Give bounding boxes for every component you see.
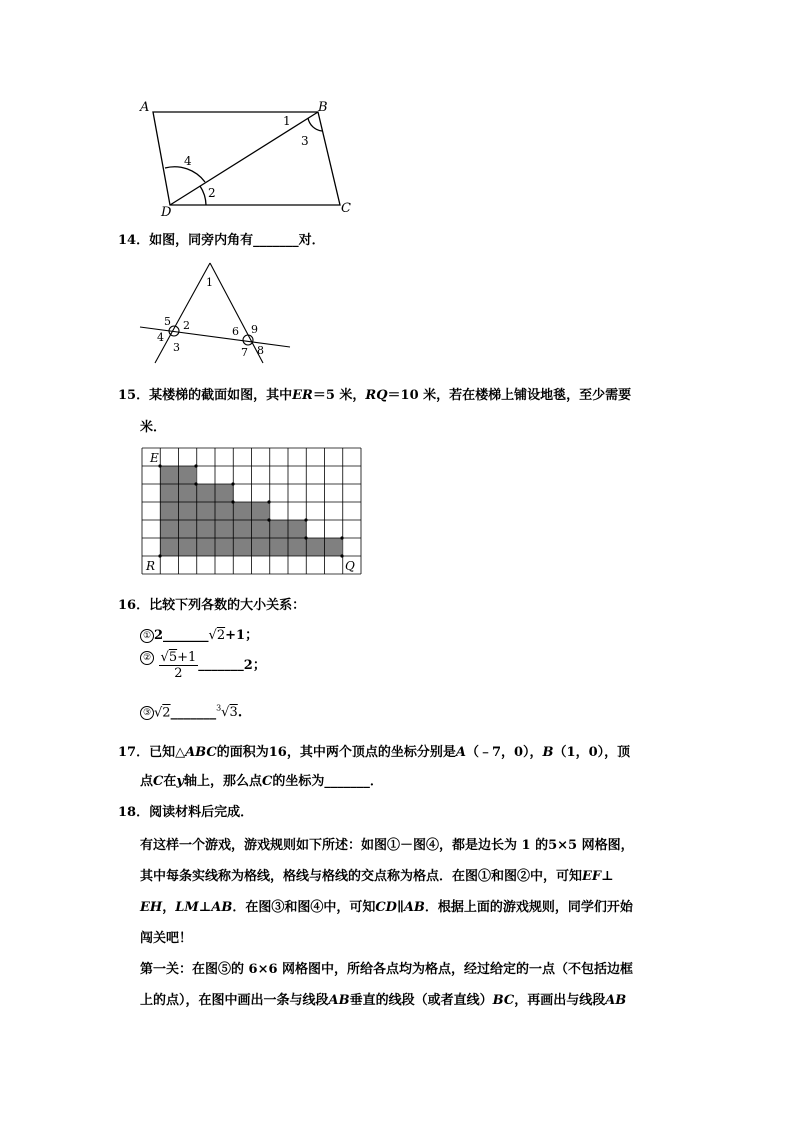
q18-paragraph-line-6 (140, 989, 626, 1008)
item-marker: ③ (140, 706, 154, 720)
segment-ab: AB (403, 900, 425, 915)
label-r: R (146, 559, 156, 573)
numerator: √5+1 (160, 650, 197, 665)
staircase-shape (160, 466, 342, 556)
item-marker: ① (140, 629, 154, 643)
question-text: 点 (140, 774, 154, 789)
angle-label-8: 8 (257, 344, 264, 357)
denominator: 2 (174, 666, 183, 681)
paragraph-text: ．根据上面的游戏规则，同学们开始 (424, 900, 633, 915)
paragraph-text: 垂直的线段（或者直线） (349, 993, 493, 1008)
item-tail: +1； (225, 628, 259, 643)
question-number: 18． (118, 805, 150, 820)
angle-arc-2 (200, 186, 206, 205)
fraction (159, 650, 199, 681)
angle-label-1: 1 (283, 114, 291, 128)
question-17-line2 (140, 770, 383, 789)
q18-paragraph-line-2 (140, 865, 614, 884)
label-b: B (318, 100, 328, 115)
segment-ab: AB (605, 993, 627, 1008)
question-18-title (118, 801, 253, 820)
radicand: 5 (168, 650, 178, 665)
root-index: 3 (216, 704, 222, 713)
answer-blank: _______ (163, 628, 209, 643)
question-14 (118, 229, 325, 248)
label-c: C (341, 201, 351, 216)
perp-symbol: ⊥ (601, 869, 614, 884)
segment-lm: LM (175, 900, 199, 915)
question-15-line1 (118, 384, 631, 403)
q18-paragraph-line-4 (140, 927, 192, 946)
question-number: 16． (118, 598, 150, 613)
segment-cd: CD (375, 900, 397, 915)
angle-label-3: 3 (173, 341, 180, 354)
angle-label-5: 5 (164, 315, 171, 328)
answer-blank: _______ (253, 233, 299, 248)
answer-blank: _______ (198, 657, 244, 672)
question-text: 轴上，那么点 (183, 774, 262, 789)
paragraph-text: 第一关：在图⑤的 6×6 网格图中，所给各点均为格点，经过给定的一点（不包括边框 (140, 962, 634, 977)
angle-label-6: 6 (232, 325, 239, 338)
question-text: 阅读材料后完成． (149, 805, 254, 820)
q16-item-3 (140, 704, 242, 720)
cube-root-expression: $^3$√3 (216, 704, 238, 721)
angle-label-4: 4 (184, 154, 192, 168)
question-text: ＝10 米，若在楼梯上铺设地毯，至少需要 (387, 388, 632, 403)
label-e: E (150, 451, 159, 465)
radicand: 2 (216, 628, 226, 643)
paragraph-text: ， (162, 900, 176, 915)
item-tail: . (237, 705, 243, 721)
point-b: B (542, 745, 554, 760)
label-d: D (161, 205, 172, 220)
q18-paragraph-line-1 (140, 834, 634, 853)
segment-ab: AB (211, 900, 233, 915)
angle-label-2: 2 (183, 319, 190, 332)
segment-er: ER (292, 388, 313, 403)
staircase-grid-figure (140, 446, 365, 580)
label-q: Q (345, 559, 355, 573)
q18-paragraph-line-3 (140, 896, 633, 915)
question-text: （1，0），顶 (553, 745, 631, 760)
parallelogram-figure (130, 95, 370, 225)
paragraph-text: 上的点），在图中画出一条与线段 (140, 993, 329, 1008)
axis-y: y (176, 774, 184, 789)
question-text: 的面积为16，其中两个顶点的坐标分别是 (216, 745, 456, 760)
diagonal-bd (170, 112, 318, 205)
angle-label-2: 2 (208, 186, 216, 200)
label-a: A (140, 100, 150, 115)
paragraph-text: 有这样一个游戏，游戏规则如下所述：如图①－图④，都是边长为 1 的5×5 网格图， (140, 838, 634, 853)
item-marker: ② (140, 651, 154, 665)
question-number: 15． (118, 388, 150, 403)
question-text: 已知△ (149, 745, 186, 760)
angle-label-4: 4 (157, 331, 164, 344)
item-tail: 2； (243, 658, 266, 673)
item-value: 2 (154, 628, 164, 643)
paragraph-text: 其中每条实线称为格线，格线与格线的交点称为格点．在图①和图②中，可知 (140, 869, 583, 884)
answer-blank: _______ (170, 705, 217, 721)
paragraph-text: 闯关吧！ (140, 931, 193, 946)
q18-paragraph-line-5 (140, 958, 633, 977)
angle-label-7: 7 (241, 346, 248, 359)
question-text: （﹣7，0）， (465, 745, 543, 760)
segment-ab: AB (328, 993, 350, 1008)
numerator-tail: +1 (177, 650, 197, 665)
q16-item-2 (140, 650, 266, 681)
question-15-line2 (140, 416, 166, 435)
angle-label-9: 9 (251, 323, 258, 336)
question-text: 的坐标为 (272, 774, 325, 789)
parallel-symbol: ∥ (396, 900, 404, 915)
sqrt-expression: √2 (208, 628, 226, 643)
angle-label-1: 1 (206, 276, 213, 289)
question-text: 在 (163, 774, 177, 789)
question-text: 某楼梯的截面如图，其中 (149, 388, 293, 403)
intersection-marker-right (243, 335, 253, 345)
question-number: 17． (118, 745, 150, 760)
segment-rq: RQ (365, 388, 388, 403)
question-17-line1 (118, 741, 630, 760)
question-text: 米． (140, 420, 167, 435)
point-c: C (153, 774, 164, 789)
perp-symbol: ⊥ (198, 900, 212, 915)
paragraph-text: ．在图③和图④中，可知 (232, 900, 376, 915)
question-text: 如图，同旁内角有 (149, 233, 254, 248)
question-number: 14． (118, 233, 150, 248)
triangle-name: ABC (185, 745, 217, 760)
sqrt-expression: √2 (154, 705, 171, 721)
question-text: 对． (298, 233, 325, 248)
triangle-transversal-figure (135, 255, 300, 365)
radicand: 2 (162, 705, 171, 721)
question-text: ． (369, 774, 383, 789)
question-text: 比较下列各数的大小关系： (149, 598, 306, 613)
point-a: A (455, 745, 466, 760)
angle-label-3: 3 (301, 134, 309, 148)
point-c: C (261, 774, 273, 789)
radicand: 3 (229, 705, 238, 721)
question-text: ＝5 米， (312, 388, 366, 403)
q16-item-1 (140, 624, 258, 643)
angle-arc-4 (165, 167, 205, 182)
segment-bc: BC (492, 993, 515, 1008)
answer-blank: _______ (324, 774, 370, 789)
question-16 (118, 594, 305, 613)
segment-ef: EF (582, 869, 602, 884)
paragraph-text: ，再画出与线段 (514, 993, 606, 1008)
segment-eh: EH (140, 900, 163, 915)
